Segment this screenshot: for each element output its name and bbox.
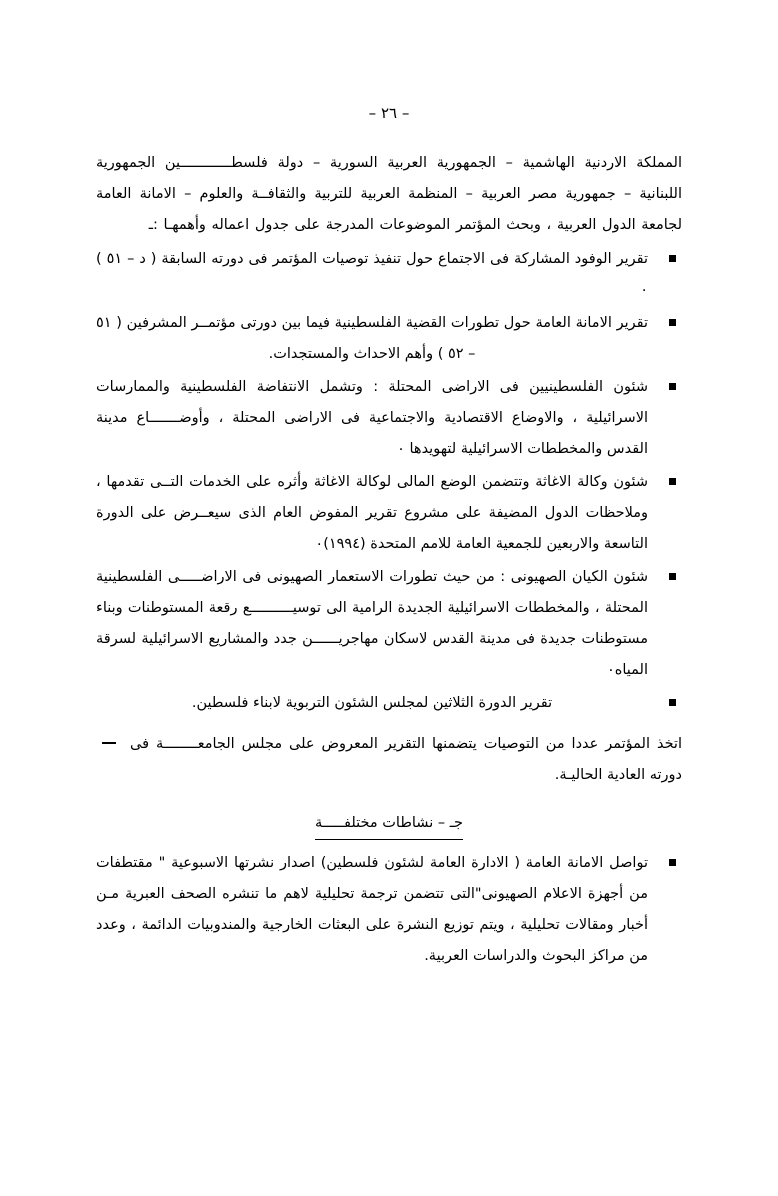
list-item bbox=[96, 848, 682, 972]
dash-paragraph-text: اتخذ المؤتمر عددا من التوصيات يتضمنها التقرير المعروض على مجلس الجامعــــــــة فى دورته العادية الحاليـة. bbox=[130, 736, 682, 783]
section-heading bbox=[96, 809, 682, 840]
list-item bbox=[96, 688, 682, 719]
list-item bbox=[96, 467, 682, 560]
bullet-square-icon bbox=[669, 699, 676, 706]
list-item-text: شئون الفلسطينيين فى الاراضى المحتلة : وتشمل الانتفاضة الفلسطينية والممارسات الاسرائيلية ، والاوضاع الاقتصادية والاجتماعية فى الاراضى المحتلة ، وأوضـــــــاع مدينة القدس والمخططات الاسرائيلية لتهويدها ٠ bbox=[96, 379, 648, 457]
list-item-text: شئون وكالة الاغاثة وتتضمن الوضع المالى لوكالة الاغاثة وأثره على الخدمات التــى تقدمها ، وملاحظات الدول المضيفة على مشروع تقرير المفوض العام الذى سيعــرض على الدورة التاسعة والاربعين للجمعية العامة للامم المتحدة (١٩٩٤)٠ bbox=[96, 474, 648, 552]
dash-paragraph bbox=[96, 729, 682, 791]
list-item bbox=[96, 308, 682, 370]
agenda-bullet-list bbox=[96, 244, 682, 719]
list-item-text: تواصل الامانة العامة ( الادارة العامة لشئون فلسطين) اصدار نشرتها الاسبوعية " مقتطفات من أجهزة الاعلام الصهيونى"التى تتضمن ترجمة تحليلية لاهم ما تنشره الصحف العبرية مـن أخبار ومقالات تحليلية ، ويتم توزيع النشرة على البعثات الخارجية والمندوبيات الدائمة ، وعدد من مراكز البحوث والدراسات العربية. bbox=[96, 855, 648, 965]
list-item-text: تقرير الدورة الثلاثين لمجلس الشئون التربوية لابناء فلسطين. bbox=[191, 695, 553, 711]
bullet-square-icon bbox=[669, 859, 676, 866]
section-heading-text: جـ – نشاطات مختلفـــــة bbox=[315, 815, 463, 831]
dash-marker-icon bbox=[102, 742, 116, 744]
document-page bbox=[0, 104, 778, 1196]
list-item bbox=[96, 372, 682, 465]
intro-section bbox=[96, 148, 682, 241]
heading-underline bbox=[315, 839, 463, 840]
list-item-text: تقرير الوفود المشاركة فى الاجتماع حول تنفيذ توصيات المؤتمر فى دورته السابقة ( د – ٥١ ) ٠ bbox=[96, 251, 648, 298]
document-body bbox=[0, 148, 778, 972]
list-item-text: تقرير الامانة العامة حول تطورات القضية الفلسطينية فيما بين دورتى مؤتمــر المشرفين ( ٥١ – ٥٢ ) وأهم الاحداث والمستجدات. bbox=[96, 315, 648, 362]
bullet-square-icon bbox=[669, 573, 676, 580]
list-item bbox=[96, 562, 682, 686]
list-item-text: شئون الكيان الصهيونى : من حيث تطورات الاستعمار الصهيونى فى الاراضـــــى الفلسطينية المحتلة ، والمخططات الاسرائيلية الجديدة الرامية الى توسيــــــــــع رقعة المستوطنات وبناء مستوطنات جديدة فى مدينة القدس لاسكان مهاجريــــــن جدد والمشاريع الاسرائيلية لسرقة المياه٠ bbox=[96, 569, 648, 678]
page-number: – ٢٦ – bbox=[368, 104, 410, 122]
bullet-square-icon bbox=[669, 478, 676, 485]
activities-bullet-list bbox=[96, 848, 682, 972]
bullet-square-icon bbox=[669, 319, 676, 326]
bullet-square-icon bbox=[669, 383, 676, 390]
intro-paragraph: المملكة الاردنية الهاشمية – الجمهورية العربية السورية – دولة فلسطــــــــــــين الجمهورية اللبنانية – جمهورية مصر العربية – المنظمة العربية للتربية والثقافــة والعلوم – الامانة العامة لجامعة الدول العربية ، وبحث المؤتمر الموضوعات المدرجة على جدول اعماله وأهمهـا :ـ bbox=[96, 155, 682, 233]
bullet-square-icon bbox=[669, 255, 676, 262]
list-item bbox=[96, 244, 682, 306]
